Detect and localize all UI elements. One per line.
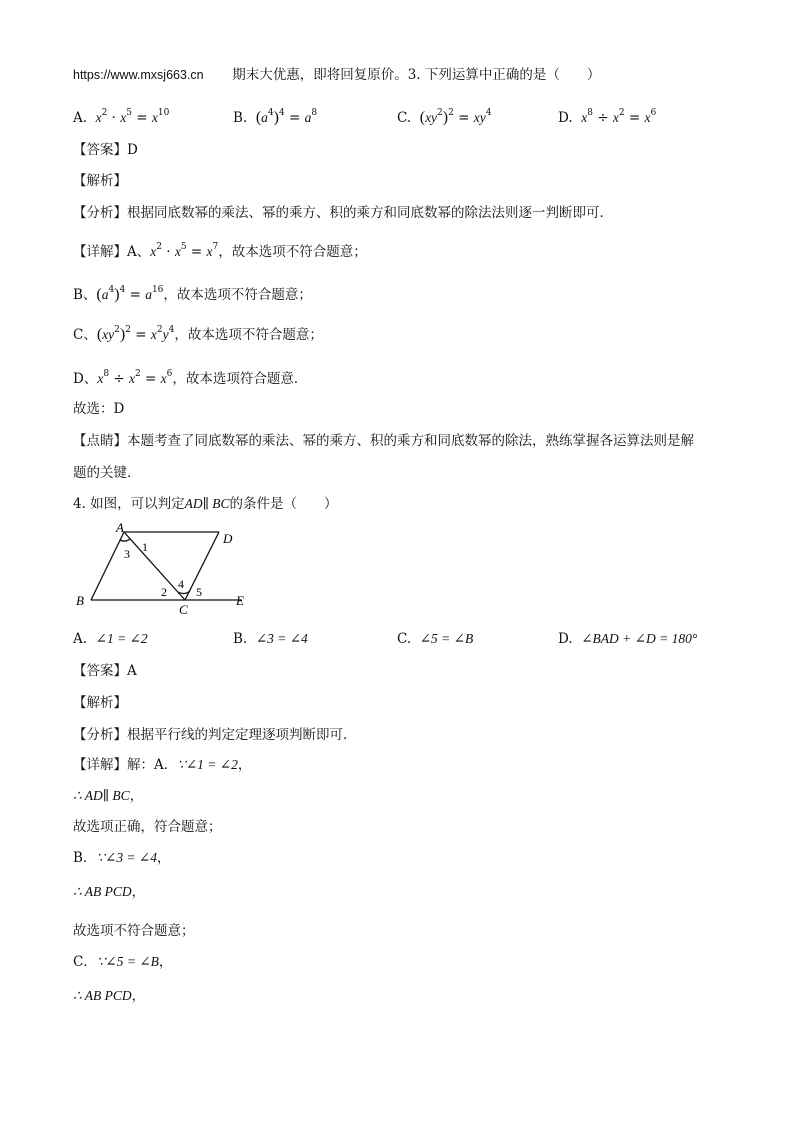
q4-stem: 4. 如图，可以判定AD∥ BC的条件是（ ） (73, 496, 338, 512)
q4-answer: 【答案】A (73, 663, 137, 679)
q3-detail-c: C、$(xy^2)^2 = x^2y^4$，故本选项不符合题意； (73, 325, 323, 343)
q3-dianjing-2: 题的关键． (73, 465, 141, 481)
arc-at-a (120, 539, 130, 541)
header-url[interactable]: https://www.mxsj663.cn (73, 68, 204, 82)
parallelogram-figure (72, 522, 262, 614)
q3-detail-b: B、$(a^4)^4 = a^{16}$，故本选项不符合题意； (73, 285, 312, 303)
q4-detail-3: 故选项正确，符合题意； (73, 819, 222, 835)
q4-fenxi: 【分析】根据平行线的判定定理逐项判断即可． (73, 727, 357, 743)
q3-option-d: D. $x^8 \div x^2 = x^6$ (558, 108, 657, 126)
label-d: D (223, 531, 233, 546)
label-c: C (179, 602, 188, 614)
q4-detail-8: ∴ AB PCD， (73, 988, 146, 1004)
label-1: 1 (142, 540, 148, 554)
q3-option-b: B. $(a^4)^4 = a^8$ (233, 108, 318, 126)
q4-detail-5: ∴ AB PCD， (73, 884, 146, 900)
segment-cd (185, 532, 219, 600)
q3-detail-a: 【详解】A、$x^2 \cdot x^5 = x^7$，故本选项不符合题意； (73, 242, 367, 260)
q4-option-d: D. ∠BAD + ∠D = 180° (558, 631, 698, 647)
label-5: 5 (196, 585, 202, 599)
label-4: 4 (178, 577, 184, 591)
q4-detail-1: 【详解】解：A．∵∠1 = ∠2， (73, 757, 252, 773)
segment-ab (91, 532, 124, 600)
q3-jiexi: 【解析】 (73, 173, 127, 189)
q4-detail-2: ∴ AD∥ BC， (73, 788, 144, 804)
label-e: E (236, 593, 244, 608)
q4-jiexi: 【解析】 (73, 695, 127, 711)
q3-fenxi: 【分析】根据同底数幂的乘法、幂的乘方、积的乘方和同底数幂的除法法则逐一判断即可． (73, 205, 613, 221)
q4-detail-4: B．∵∠3 = ∠4， (73, 850, 171, 866)
q4-detail-6: 故选项不符合题意； (73, 923, 195, 939)
q3-stem: 3. 下列运算中正确的是（ ） (407, 67, 601, 83)
q3-option-c: C. $(xy^2)^2 = xy^4$ (397, 108, 492, 126)
label-b: B (76, 593, 84, 608)
label-3: 3 (124, 547, 130, 561)
q3-option-a: A. $x^2 \cdot x^5 = x^{10}$ (73, 108, 170, 126)
segment-ac (124, 532, 185, 600)
q4-option-a: A. ∠1 = ∠2 (73, 631, 148, 647)
header-line (73, 66, 600, 84)
q3-answer: 【答案】D (73, 142, 138, 158)
q3-detail-d: D、$x^8 \div x^2 = x^6$，故本选项符合题意． (73, 369, 308, 387)
header-promo: 期末大优惠，即将回复原价。 (232, 67, 408, 83)
q4-option-b: B. ∠3 = ∠4 (233, 631, 308, 647)
q4-detail-7: C．∵∠5 = ∠B， (73, 954, 173, 970)
q3-dianjing-1: 【点睛】本题考查了同底数幂的乘法、幂的乘方、积的乘方和同底数幂的除法，熟练掌握各运算法则是解 (73, 433, 694, 449)
label-a: A (116, 522, 124, 535)
q3-choose: 故选：D (73, 401, 125, 417)
q4-option-c: C. ∠5 = ∠B (397, 631, 474, 647)
label-2: 2 (161, 585, 167, 599)
